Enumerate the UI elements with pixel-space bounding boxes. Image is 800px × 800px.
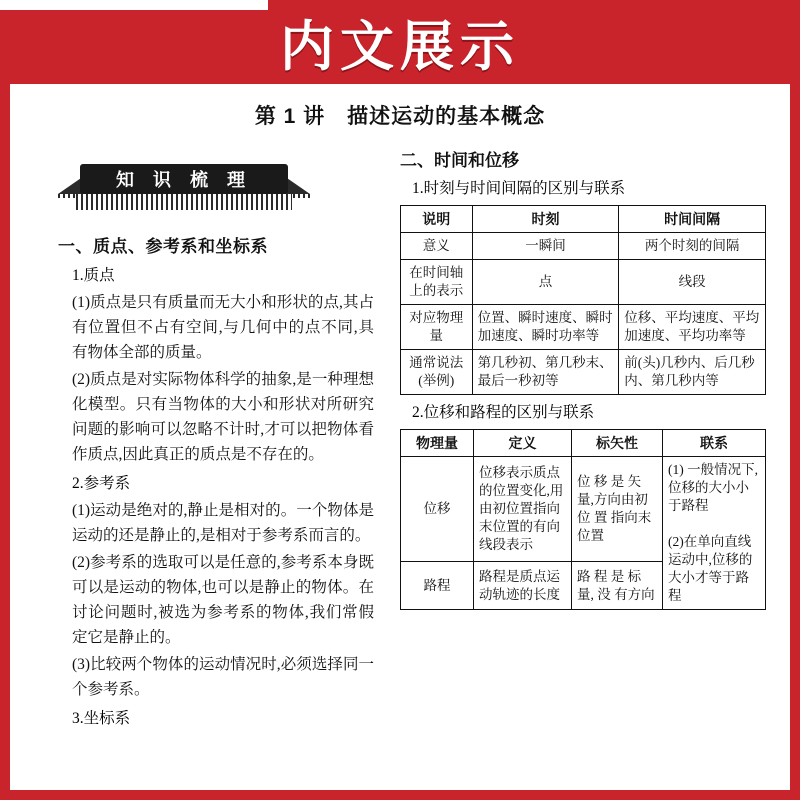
table1-r2-c1: 位置、瞬时速度、瞬时加速度、瞬时功率等 — [472, 305, 619, 350]
table2-relation-2: (2)在单向直线运动中,位移的大小才等于路程 — [668, 534, 753, 603]
table-header-row — [401, 430, 766, 457]
table-header-row — [401, 206, 766, 233]
table1-r3-c2: 前(头)几秒内、后几秒内、第几秒内等 — [619, 350, 766, 395]
table1-caption: 1.时刻与时间间隔的区别与联系 — [412, 180, 626, 197]
chapter-title: 第 1 讲 描述运动的基本概念 — [254, 105, 546, 128]
left-item-1-title: 1.质点 — [72, 267, 115, 284]
left-paragraph-1: (1)质点是只有质量而无大小和形状的点,其占有位置但不占有空间,与几何中的点不同,具有物体全部的质量。 — [72, 294, 374, 361]
left-section-heading: 一、质点、参考系和坐标系 — [58, 237, 268, 256]
top-banner — [0, 0, 800, 84]
table2-row0-vector: 位 移 是 矢量,方向由初 位 置 指向末位置 — [572, 457, 663, 562]
badge-hatch — [76, 194, 292, 210]
left-item-2-title: 2.参考系 — [72, 475, 131, 492]
right-section-heading: 二、时间和位移 — [400, 151, 519, 170]
table1-r1-c2: 线段 — [619, 260, 766, 305]
table2-header-3: 联系 — [663, 430, 766, 457]
table1-header-2: 时间间隔 — [619, 206, 766, 233]
banner-title: 内文展示 — [280, 16, 520, 77]
left-item-3-title: 3.坐标系 — [72, 710, 131, 727]
paper-sheet — [10, 84, 790, 790]
left-column — [10, 142, 388, 790]
table1-r3-c1: 第几秒初、第几秒末、最后一秒初等 — [472, 350, 619, 395]
table2-header-0: 物理量 — [401, 430, 474, 457]
table1-r1-c0: 在时间轴上的表示 — [401, 260, 473, 305]
table1-header-1: 时刻 — [472, 206, 619, 233]
left-paragraph-3: (1)运动是绝对的,静止是相对的。一个物体是运动的还是静止的,是相对于参考系而言的。 — [72, 502, 374, 544]
table-row — [401, 457, 766, 562]
left-paragraph-4: (2)参考系的选取可以是任意的,参考系本身既可以是运动的物体,也可以是静止的物体。在讨论问题时,被选为参考系的物体,我们常假定它是静止的。 — [72, 554, 374, 646]
knowledge-badge — [58, 154, 310, 218]
table1-r0-c1: 一瞬间 — [472, 233, 619, 260]
displacement-distance-table — [400, 429, 766, 610]
table1-r2-c0: 对应物理量 — [401, 305, 473, 350]
knowledge-badge-label: 知 识 梳 理 — [80, 164, 288, 194]
table1-r0-c2: 两个时刻的间隔 — [619, 233, 766, 260]
table2-row1-vector: 路 程 是 标量, 没 有方向 — [572, 562, 663, 610]
left-paragraph-5: (3)比较两个物体的运动情况时,必须选择同一个参考系。 — [72, 656, 374, 698]
table2-row0-definition: 位移表示质点的位置变化,用由初位置指向末位置的有向线段表示 — [474, 457, 572, 562]
table2-caption: 2.位移和路程的区别与联系 — [412, 404, 595, 421]
table2-relation-1: (1) 一般情况下,位移的大小小于路程 — [668, 462, 758, 513]
table2-row1-definition: 路程是质点运动轨迹的长度 — [474, 562, 572, 610]
table-row — [401, 350, 766, 395]
table1-header-0: 说明 — [401, 206, 473, 233]
table-row — [401, 233, 766, 260]
table2-header-1: 定义 — [474, 430, 572, 457]
table1-r2-c2: 位移、平均速度、平均加速度、平均功率等 — [619, 305, 766, 350]
table2-header-2: 标矢性 — [572, 430, 663, 457]
right-column — [388, 142, 790, 790]
table2-relation-cell — [663, 457, 766, 610]
table1-r0-c0: 意义 — [401, 233, 473, 260]
time-comparison-table — [400, 205, 766, 395]
two-column-body — [10, 142, 790, 790]
table-row — [401, 305, 766, 350]
table-row — [401, 260, 766, 305]
left-paragraph-2: (2)质点是对实际物体科学的抽象,是一种理想化模型。只有当物体的大小和形状对所研究问题的影响可以忽略不计时,才可以把物体看作质点,因此真正的质点是不存在的。 — [72, 371, 374, 463]
table1-r1-c1: 点 — [472, 260, 619, 305]
table2-row0-name: 位移 — [401, 457, 474, 562]
table2-row1-name: 路程 — [401, 562, 474, 610]
table1-r3-c0: 通常说法(举例) — [401, 350, 473, 395]
